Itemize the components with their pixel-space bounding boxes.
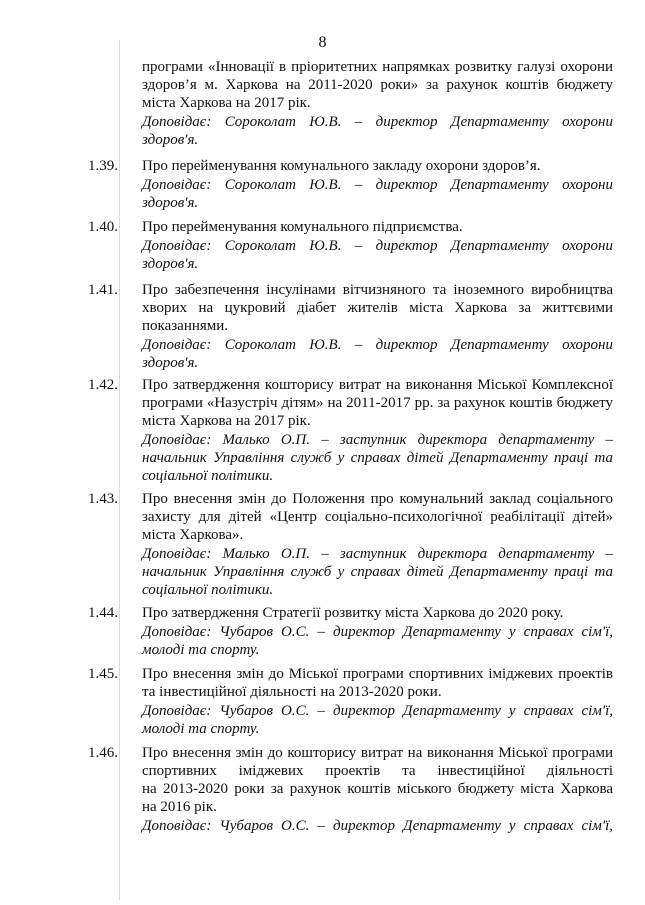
item-number: 1.44. — [88, 605, 118, 621]
item-reporter — [142, 431, 613, 485]
text-line: здоров'я. — [142, 132, 199, 148]
text-line: Доповідає: Малько О.П. – заступник директора департаменту – — [142, 546, 613, 562]
text-line: Доповідає: Чубаров О.С. – директор Департаменту у справах сім'ї, — [142, 624, 613, 640]
item-number: 1.46. — [88, 745, 118, 761]
text-line: молоді та спорту. — [142, 721, 260, 737]
text-line: Про перейменування комунального підприємства. — [142, 219, 463, 235]
text-line: Про перейменування комунального закладу охорони здоров’я. — [142, 158, 541, 174]
text-line: начальник Управління служб у справах дітей Департаменту праці та — [142, 564, 613, 580]
agenda-item — [88, 218, 613, 273]
item-title — [142, 376, 613, 430]
text-line: та інвестиційної діяльності на 2013-2020 роки. — [142, 684, 442, 700]
text-line: захисту для дітей «Центр соціально-психологічної реабілітації дітей» — [142, 509, 613, 525]
text-line: показаннями. — [142, 318, 229, 334]
text-line: спортивних іміджевих проектів та інвестиційної діяльності — [142, 763, 613, 779]
item-number: 1.43. — [88, 491, 118, 507]
text-line: Доповідає: Сороколат Ю.В. – директор Департаменту охорони — [142, 177, 613, 193]
text-line: Доповідає: Сороколат Ю.В. – директор Департаменту охорони — [142, 337, 613, 353]
item-number: 1.41. — [88, 282, 118, 298]
item-reporter — [142, 545, 613, 599]
item-reporter — [142, 237, 613, 273]
item-title — [142, 665, 613, 701]
text-line: Доповідає: Чубаров О.С. – директор Департаменту у справах сім'ї, — [142, 818, 613, 834]
item-reporter — [142, 176, 613, 212]
text-line: Про забезпечення інсулінами вітчизняного та іноземного виробництва — [142, 282, 613, 298]
text-line: міста Харкова на 2017 рік. — [142, 95, 311, 111]
item-number: 1.40. — [88, 219, 118, 235]
text-line: міста Харкова на 2017 рік. — [142, 413, 311, 429]
item-title — [142, 744, 613, 816]
text-line: Про затвердження Стратегії розвитку міста Харкова до 2020 року. — [142, 605, 564, 621]
text-line: здоров'я. — [142, 195, 199, 211]
text-line: соціальної політики. — [142, 468, 274, 484]
item-number: 1.45. — [88, 666, 118, 682]
text-line: Про внесення змін до Міської програми спортивних іміджевих проектів — [142, 666, 613, 682]
text-line: здоров’я м. Харкова на 2011-2020 роки» за рахунок коштів бюджету — [142, 77, 613, 93]
text-line: хворих на цукровий діабет жителів міста Харкова за життєвими — [142, 300, 613, 316]
text-line: здоров'я. — [142, 256, 199, 272]
text-line: програми «Інновації в пріоритетних напрямках розвитку галузі охорони — [142, 59, 613, 75]
text-line: на 2016 рік. — [142, 799, 217, 815]
agenda-item — [88, 665, 613, 738]
item-title — [142, 218, 613, 236]
item-title — [142, 157, 613, 175]
item-title — [142, 490, 613, 544]
text-line: Про затвердження кошторису витрат на виконання Міської Комплексної — [142, 377, 613, 393]
text-line: Доповідає: Сороколат Ю.В. – директор Департаменту охорони — [142, 114, 613, 130]
text-line: Про внесення змін до Положення про комунальний заклад соціального — [142, 491, 613, 507]
text-line: Доповідає: Чубаров О.С. – директор Департаменту у справах сім'ї, — [142, 703, 613, 719]
agenda-item — [88, 744, 613, 835]
item-title — [142, 281, 613, 335]
text-line: Про внесення змін до кошторису витрат на виконання Міської програми — [142, 745, 613, 761]
item-reporter — [142, 623, 613, 659]
text-line: на 2013-2020 роки за рахунок коштів міського бюджету міста Харкова — [142, 781, 613, 797]
text-line: Доповідає: Малько О.П. – заступник директора департаменту – — [142, 432, 613, 448]
text-line: начальник Управління служб у справах дітей Департаменту праці та — [142, 450, 613, 466]
item-reporter — [142, 336, 613, 372]
item-reporter — [142, 113, 613, 149]
item-number: 1.42. — [88, 377, 118, 393]
item-number: 1.39. — [88, 158, 118, 174]
agenda-item — [88, 281, 613, 372]
agenda-item — [88, 157, 613, 212]
text-line: Доповідає: Сороколат Ю.В. – директор Департаменту охорони — [142, 238, 613, 254]
agenda-item-continuation — [88, 58, 613, 149]
text-line: соціальної політики. — [142, 582, 274, 598]
item-title — [142, 58, 613, 112]
agenda-item — [88, 604, 613, 659]
text-line: здоров'я. — [142, 355, 199, 371]
agenda-item — [88, 376, 613, 485]
agenda-item — [88, 490, 613, 599]
text-line: міста Харкова». — [142, 527, 244, 543]
text-line: програми «Назустріч дітям» на 2011-2017 рр. за рахунок коштів бюджету — [142, 395, 613, 411]
item-title — [142, 604, 613, 622]
page-number: 8 — [318, 34, 327, 51]
item-reporter — [142, 817, 613, 835]
text-line: молоді та спорту. — [142, 642, 260, 658]
item-reporter — [142, 702, 613, 738]
